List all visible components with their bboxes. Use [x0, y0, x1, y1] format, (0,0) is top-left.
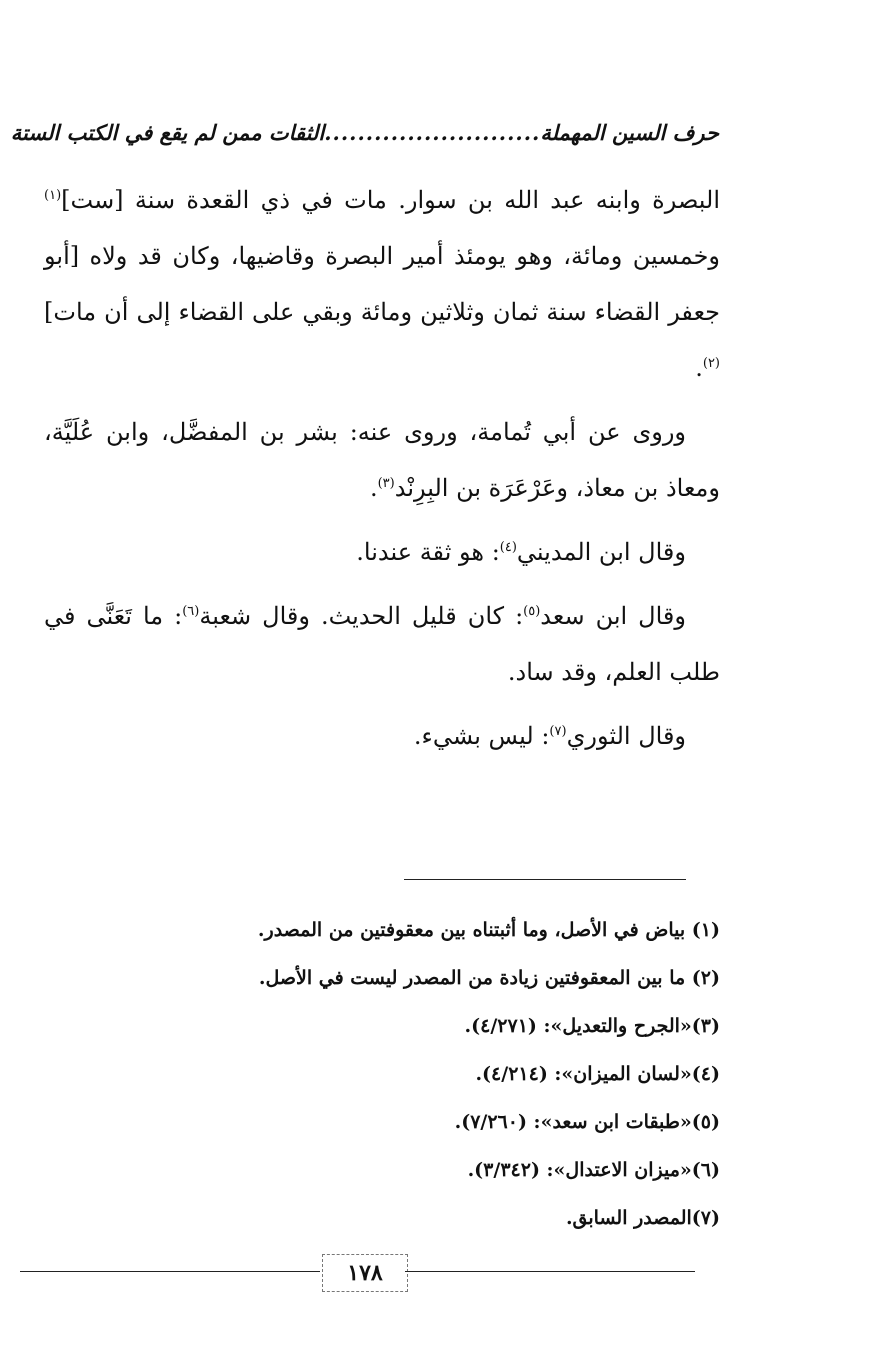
- text-run: : ليس بشيء.: [413, 722, 550, 750]
- footnotes: [60, 906, 720, 1242]
- paragraph-2: [44, 404, 720, 516]
- footnote-ref: (٦): [182, 604, 200, 619]
- footnote-6: (٦)«ميزان الاعتدال»: (٣/٣٤٢).: [467, 1159, 720, 1181]
- text-run: : ما تَعَنَّى في طلب العلم، وقد ساد.: [44, 602, 720, 686]
- header-dot-leader: ..........................: [324, 119, 541, 145]
- paragraph-1: [44, 172, 720, 396]
- text-run: وقال ابن المديني: [516, 538, 686, 566]
- footnote-7: (٧)المصدر السابق.: [565, 1207, 720, 1229]
- footnote-4: (٤)«لسان الميزان»: (٤/٢١٤).: [475, 1063, 720, 1085]
- footnote-3: (٣)«الجرح والتعديل»: (٤/٢٧١).: [464, 1015, 720, 1037]
- footnote-ref: (١): [44, 188, 62, 203]
- footnote-separator: [404, 879, 686, 880]
- text-run: وقال ابن سعد: [540, 602, 686, 630]
- footnote-5: (٥)«طبقات ابن سعد»: (٧/٢٦٠).: [454, 1111, 720, 1133]
- footnote-ref: (٤): [499, 540, 517, 555]
- footnote-1: (١) بياض في الأصل، وما أثبتناه بين معقوفتين من المصدر.: [257, 919, 720, 941]
- text-run: : هو ثقة عندنا.: [356, 538, 500, 566]
- text-run: وروى عن أبي تُمامة، وروى عنه: بشر بن المفضَّل، وابن عُلَيَّة، ومعاذ بن معاذ، وعَرْعَرَة بن البِرِنْد: [44, 418, 720, 502]
- paragraph-3: [44, 524, 720, 580]
- text-run: .: [369, 474, 378, 502]
- footer-rule-right: [405, 1271, 695, 1272]
- paragraph-4: [44, 588, 720, 700]
- footnote-ref: (٧): [549, 724, 567, 739]
- footer-rule-left: [20, 1271, 320, 1272]
- footnote-ref: (٥): [523, 604, 541, 619]
- running-header: [10, 114, 719, 150]
- text-run: .: [695, 354, 703, 382]
- page-number: ١٧٨: [322, 1254, 408, 1292]
- footnote-ref: (٢): [702, 356, 720, 371]
- text-run: وقال الثوري: [566, 722, 686, 750]
- text-run: البصرة وابنه عبد الله بن سوار. مات في ذي القعدة سنة [ست]: [61, 186, 720, 214]
- paragraph-5: [44, 708, 720, 764]
- main-text: [44, 172, 720, 764]
- text-run: وخمسين ومائة، وهو يومئذ أمير البصرة وقاضيها، وكان قد ولاه [أبو جعفر القضاء سنة ثمان وثلاثين ومائة وبقي على القضاء إلى أن مات]: [44, 242, 720, 326]
- footnote-2: (٢) ما بين المعقوفتين زيادة من المصدر ليست في الأصل.: [258, 967, 720, 989]
- header-section-title: الثقات ممن لم يقع في الكتب الستة: [10, 119, 325, 145]
- text-run: : كان قليل الحديث. وقال شعبة: [199, 602, 524, 630]
- header-chapter-title: حرف السين المهملة: [540, 119, 719, 145]
- footnote-ref: (٣): [377, 476, 395, 491]
